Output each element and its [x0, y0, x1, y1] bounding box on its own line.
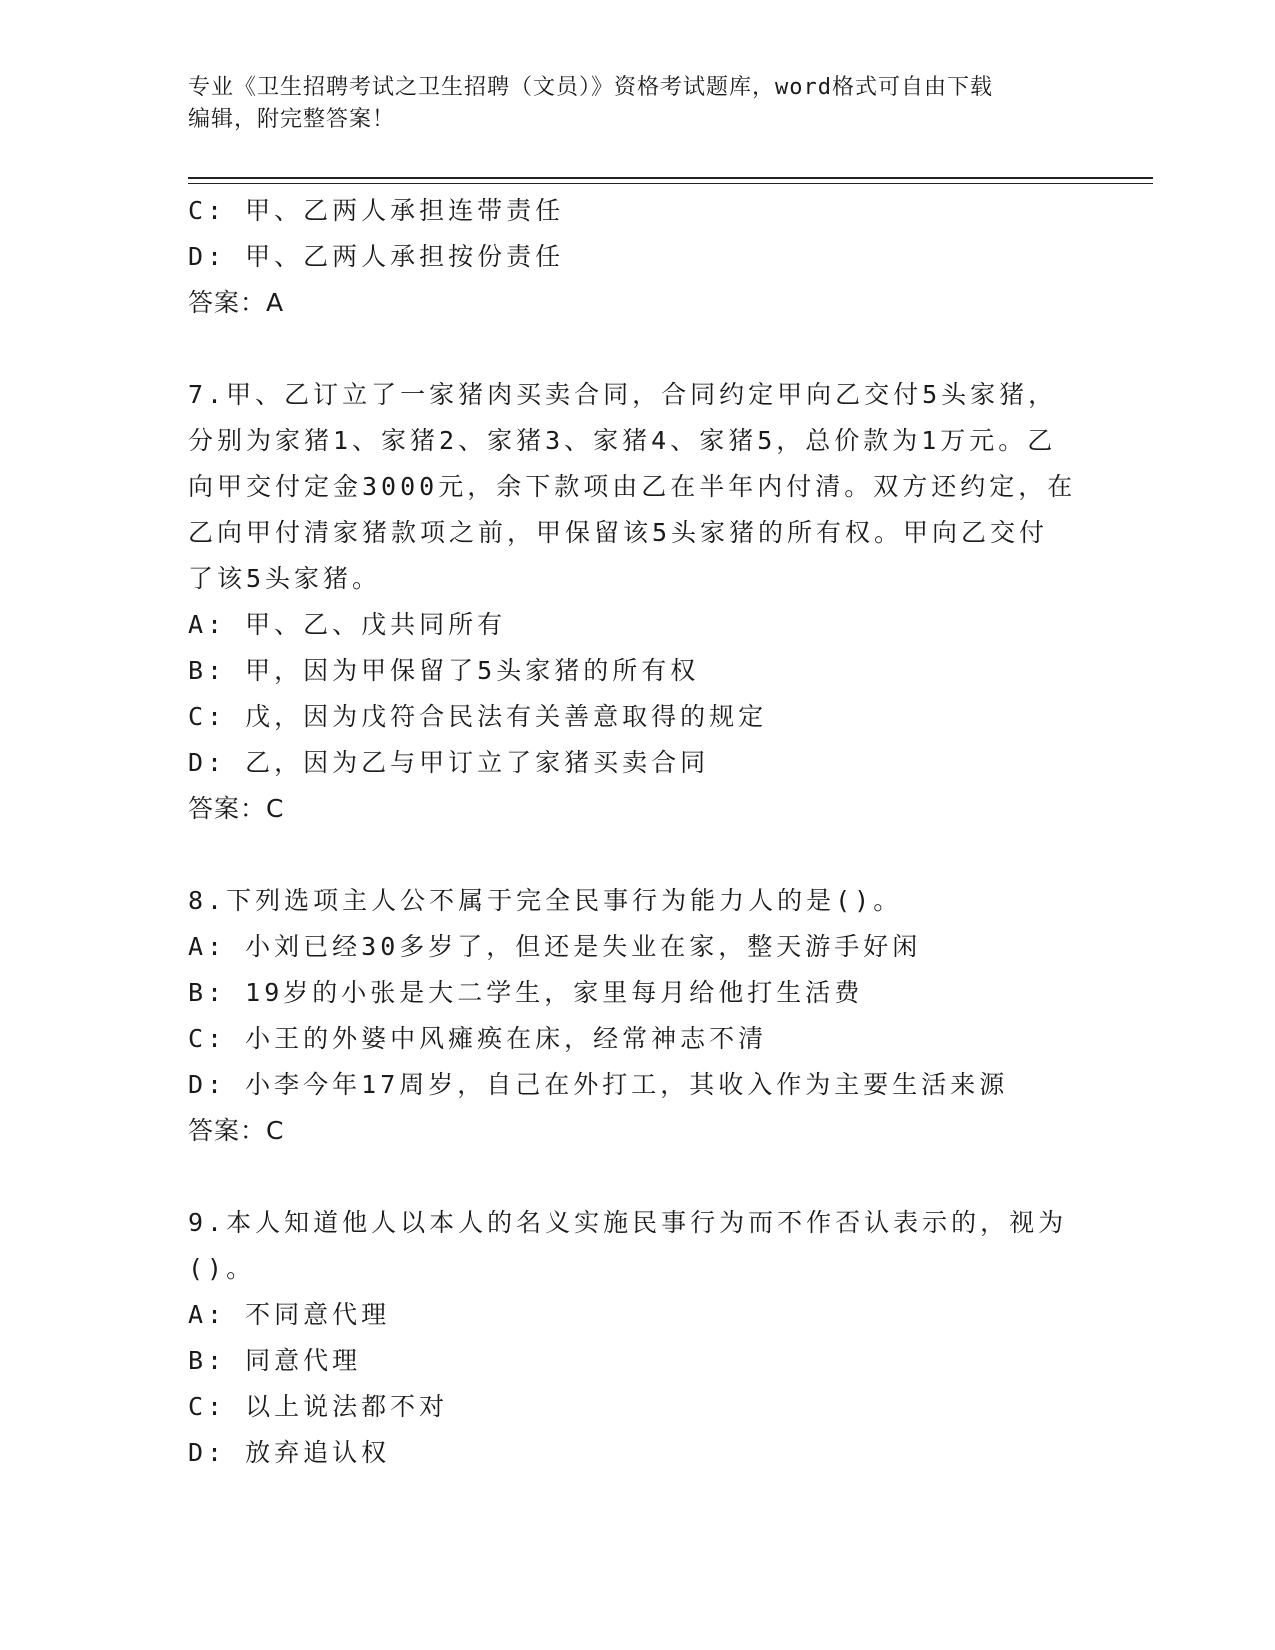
question-stem-line: 8.下列选项主人公不属于完全民事行为能力人的是()。 — [188, 886, 903, 915]
option-c: C: 以上说法都不对 — [188, 1392, 449, 1421]
option-c: C: 甲、乙两人承担连带责任 — [188, 196, 565, 225]
spacer — [188, 1154, 1088, 1200]
question-6-tail — [188, 188, 1088, 326]
question-list — [188, 188, 1088, 1476]
question-stem-line: 乙向甲付清家猪款项之前，甲保留该5头家猪的所有权。甲向乙交付 — [188, 518, 1049, 547]
question-stem-line: ()。 — [188, 1254, 256, 1283]
option-b: B: 同意代理 — [188, 1346, 362, 1375]
answer-label: 答案：C — [188, 1116, 285, 1145]
option-a: A: 不同意代理 — [188, 1300, 391, 1329]
answer-label: 答案：C — [188, 794, 285, 823]
header-divider-thin — [188, 183, 1153, 184]
question-stem-line: 7.甲、乙订立了一家猪肉买卖合同，合同约定甲向乙交付5头家猪， — [188, 380, 1058, 409]
question-stem-line: 向甲交付定金3000元，余下款项由乙在半年内付清。双方还约定，在 — [188, 472, 1077, 501]
option-a: A: 甲、乙、戊共同所有 — [188, 610, 507, 639]
spacer — [188, 832, 1088, 878]
option-d: D: 乙，因为乙与甲订立了家猪买卖合同 — [188, 748, 710, 777]
question-9 — [188, 1200, 1088, 1476]
option-d: D: 甲、乙两人承担按份责任 — [188, 242, 565, 271]
header-divider-thick — [188, 177, 1153, 179]
option-a: A: 小刘已经30多岁了，但还是失业在家，整天游手好闲 — [188, 932, 922, 961]
spacer — [188, 326, 1088, 372]
header-line-2: 编辑，附完整答案！ — [188, 107, 396, 132]
question-7 — [188, 372, 1088, 832]
option-c: C: 戊，因为戊符合民法有关善意取得的规定 — [188, 702, 768, 731]
option-b: B: 甲，因为甲保留了5头家猪的所有权 — [188, 656, 700, 685]
option-d: D: 小李今年17周岁，自己在外打工，其收入作为主要生活来源 — [188, 1070, 1009, 1099]
header-line-1: 专业《卫生招聘考试之卫生招聘（文员）》资格考试题库，word格式可自由下载 — [188, 75, 993, 100]
question-stem-line: 9.本人知道他人以本人的名义实施民事行为而不作否认表示的，视为 — [188, 1208, 1068, 1237]
option-b: B: 19岁的小张是大二学生，家里每月给他打生活费 — [188, 978, 864, 1007]
question-stem-line: 分别为家猪1、家猪2、家猪3、家猪4、家猪5，总价款为1万元。乙 — [188, 426, 1057, 455]
option-d: D: 放弃追认权 — [188, 1438, 391, 1467]
question-stem-line: 了该5头家猪。 — [188, 564, 382, 593]
question-8 — [188, 878, 1088, 1154]
document-header — [188, 72, 1088, 136]
option-c: C: 小王的外婆中风瘫痪在床，经常神志不清 — [188, 1024, 768, 1053]
answer-label: 答案：A — [188, 288, 285, 317]
